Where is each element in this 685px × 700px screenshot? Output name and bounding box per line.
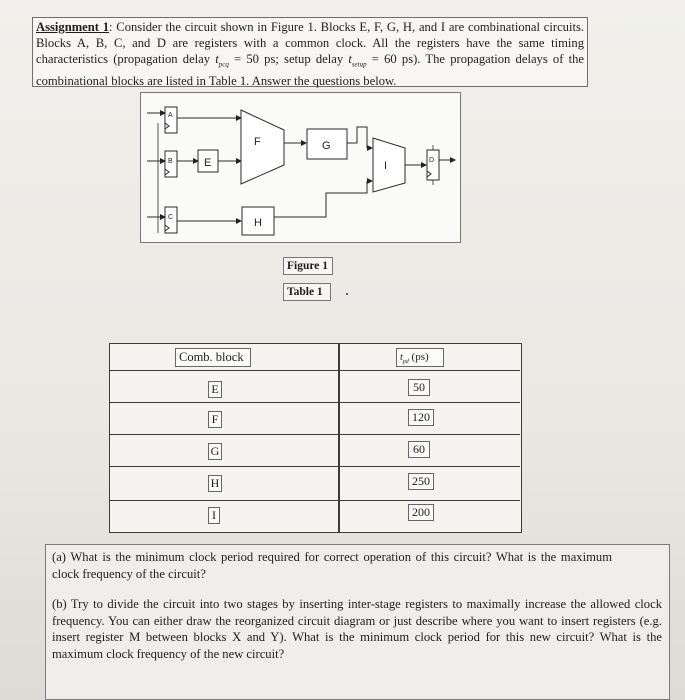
table-row (110, 370, 520, 403)
stray-dot (346, 293, 348, 295)
row-block-h: H (208, 475, 222, 492)
tpd-subscript: pd (402, 359, 409, 366)
table-row (110, 466, 520, 499)
tpd-symbol: t (400, 352, 403, 363)
circuit-diagram (141, 93, 462, 244)
tpcq-subscript: pcq (218, 60, 229, 69)
row-delay-i: 200 (408, 504, 434, 521)
assignment-text-3: = 60 ps). The propagation delays of the combinational blocks are listed in Table 1. Answer the questions below. (36, 52, 585, 89)
circuit-figure (140, 92, 461, 243)
delay-table (109, 343, 522, 533)
table-caption: Table 1 (283, 283, 331, 301)
row-delay-h: 250 (408, 473, 434, 490)
tsetup-symbol: t (348, 52, 352, 67)
block-g-label: G (322, 140, 331, 152)
register-b-label: B (168, 158, 173, 165)
table-row (110, 402, 520, 435)
assignment-text-2: = 50 ps; setup delay (228, 52, 349, 67)
question-a: (a) What is the minimum clock period required for correct operation of this circuit? What is the maximum clock frequency of the circuit? (52, 550, 612, 581)
register-a-label: A (168, 112, 173, 119)
block-f (241, 110, 284, 184)
row-delay-g: 60 (408, 441, 430, 458)
row-block-e: E (208, 381, 222, 398)
block-f-label: F (254, 136, 261, 148)
tpcq-symbol: t (215, 52, 219, 67)
row-block-f: F (208, 411, 222, 428)
assignment-heading: Assignment 1 (36, 20, 110, 34)
figure-caption: Figure 1 (283, 257, 333, 275)
block-i-label: I (384, 160, 388, 172)
question-b: (b) Try to divide the circuit into two stages by inserting inter-stage registers to maximally increase the allowed clock frequency. You can either draw the reorganized circuit diagram or just describe where you want to insert registers (e.g. insert register M between blocks X and Y). What is the minimum clock period for this new circuit? What is the maximum clock frequency of the new circuit? (52, 597, 662, 661)
register-c-label: C (168, 214, 174, 221)
row-block-g: G (208, 443, 222, 460)
tpd-unit: (ps) (408, 351, 429, 363)
block-e-label: E (204, 157, 212, 169)
header-comb-block: Comb. block (175, 348, 251, 367)
register-a (165, 107, 177, 133)
row-delay-f: 120 (408, 409, 434, 426)
tsetup-subscript: setup (351, 60, 367, 69)
row-block-i: I (208, 507, 220, 524)
table-row (110, 500, 520, 533)
header-tpd (396, 348, 444, 367)
row-delay-e: 50 (408, 379, 430, 396)
block-h-label: H (254, 217, 262, 229)
block-i (373, 138, 405, 192)
table-row (110, 434, 520, 467)
register-d-label: D (429, 157, 435, 164)
assignment-text-1: : Consider the circuit shown in Figure 1. Blocks E, F, G, H, and I are combinational circuits. Blocks A, B, C, and D are registers with a common clock. All the registers have the same timing characteristics (propagation delay (36, 20, 585, 67)
assignment-paragraph (32, 17, 588, 87)
